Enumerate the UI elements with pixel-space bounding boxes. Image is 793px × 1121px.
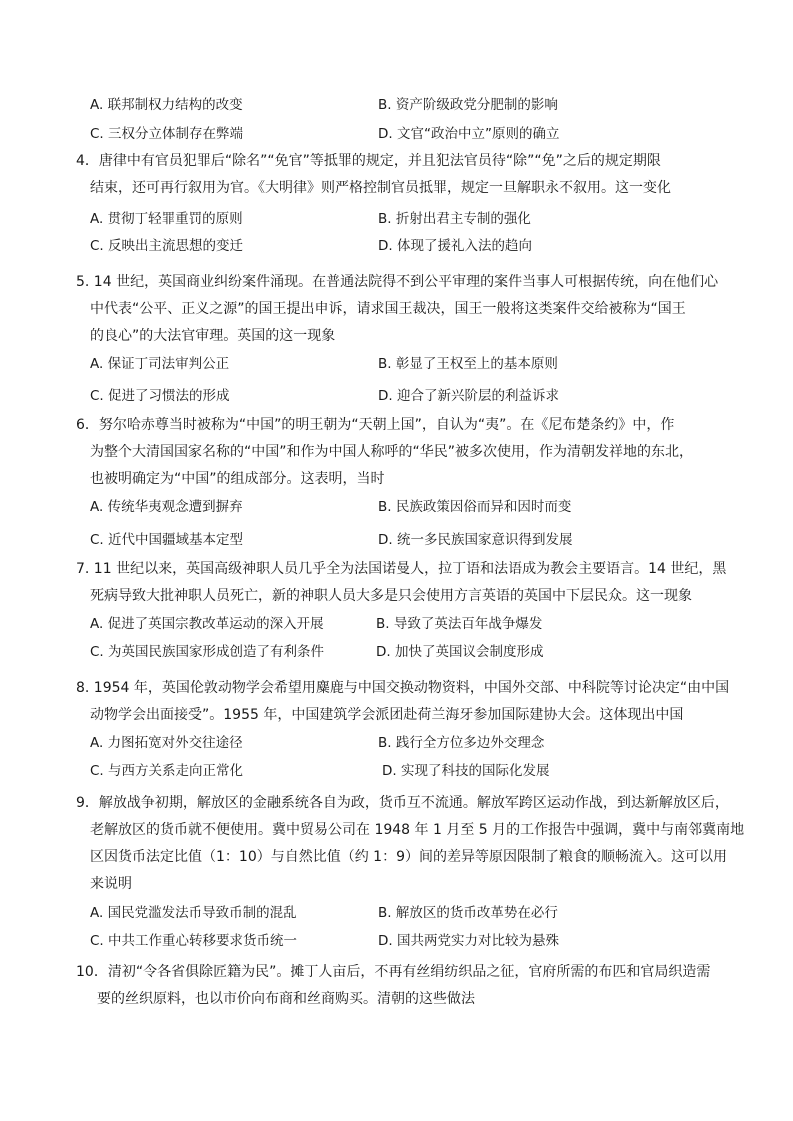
q4-option-a: A. 贯彻丁轻罪重罚的原则 — [90, 211, 243, 227]
q5-option-b: B. 彰显了王权至上的基本原则 — [378, 356, 558, 372]
q7-stem-line-1: 7. 11 世纪以来，英国高级神职人员几乎全为法国诺曼人，拉丁语和法语成为教会主要语言。14 世纪，黑 — [76, 561, 727, 577]
q9-option-b: B. 解放区的货币改革势在必行 — [378, 905, 558, 921]
q3-option-a: A. 联邦制权力结构的改变 — [90, 97, 243, 113]
q6-stem-line-2: 为整个大清国国家名称的“中国”和作为中国人称呼的“华民”被多次使用，作为清朝发祥地的东北， — [90, 444, 694, 460]
q6-option-b: B. 民族政策因俗而异和因时而变 — [378, 499, 572, 515]
q5-stem-line-2: 中代表“公平、正义之源”的国王提出申诉，请求国王裁决，国王一般将这类案件交给被称为“国王 — [90, 301, 686, 317]
q6-option-c: C. 近代中国疆域基本定型 — [90, 532, 244, 548]
q8-option-b: B. 践行全方位多边外交理念 — [378, 735, 545, 751]
q9-stem-line-2: 老解放区的货币就不便使用。冀中贸易公司在 1948 年 1 月至 5 月的工作报告中强调，冀中与南邻冀南地 — [90, 822, 745, 838]
q8-option-c: C. 与西方关系走向正常化 — [90, 763, 244, 779]
q6-stem-line-1: 6．努尔哈赤尊当时被称为“中国”的明王朝为“天朝上国”，自认为“夷”。在《尼布楚条约》中，作 — [76, 417, 675, 433]
q7-stem-line-2: 死病导致大批神职人员死亡，新的神职人员大多是只会使用方言英语的英国中下层民众。这一现象 — [90, 588, 692, 604]
q9-stem-line-1: 9．解放战争初期，解放区的金融系统各自为政，货币互不流通。解放军跨区运动作战，到达新解放区后， — [76, 795, 729, 811]
q5-option-a: A. 保证丁司法审判公正 — [90, 356, 230, 372]
q9-option-d: D. 国共两党实力对比较为悬殊 — [378, 933, 559, 949]
q4-stem-line-2: 结束，还可再行叙用为官。《大明律》则严格控制官员抵罪，规定一旦解职永不叙用。这一变化 — [90, 180, 671, 196]
q3-option-c: C. 三权分立体制存在弊端 — [90, 126, 244, 142]
q5-stem-line-3: 的良心”的大法官审理。英国的这一现象 — [90, 328, 336, 344]
q7-option-a: A. 促进了英国宗教改革运动的深入开展 — [90, 616, 324, 632]
q7-option-c: C. 为英国民族国家形成创造了有利条件 — [90, 644, 325, 660]
q8-stem-line-2: 动物学会出面接受”。1955 年，中国建筑学会派团赴荷兰海牙参加国际建协大会。这体现出中国 — [90, 707, 684, 723]
q9-stem-line-4: 来说明 — [90, 876, 132, 892]
q8-option-d: D. 实现了科技的国际化发展 — [382, 763, 550, 779]
q4-option-c: C. 反映出主流思想的变迁 — [90, 238, 244, 254]
q4-option-b: B. 折射出君主专制的强化 — [378, 211, 531, 227]
q9-option-c: C. 中共工作重心转移要求货币统一 — [90, 933, 298, 949]
q4-option-d: D. 体现了援礼入法的趋向 — [378, 238, 532, 254]
q6-stem-line-3: 也被明确定为“中国”的组成部分。这表明，当时 — [90, 471, 385, 487]
q10-stem-line-2: 要的丝织原料，也以市价向布商和丝商购买。清朝的这些做法 — [97, 991, 475, 1007]
q5-option-d: D. 迎合了新兴阶层的利益诉求 — [378, 388, 559, 404]
q8-stem-line-1: 8. 1954 年，英国伦敦动物学会希望用麋鹿与中国交换动物资料，中国外交部、中科院等讨论决定“由中国 — [76, 680, 730, 696]
q5-stem-line-1: 5. 14 世纪，英国商业纠纷案件涌现。在普通法院得不到公平审理的案件当事人可根据传统，向在他们心 — [76, 274, 719, 290]
q3-option-b: B. 资产阶级政党分肥制的影响 — [378, 97, 558, 113]
q3-option-d: D. 文官“政治中立”原则的确立 — [378, 126, 560, 142]
q7-option-d: D. 加快了英国议会制度形成 — [376, 644, 544, 660]
q7-option-b: B. 导致了英法百年战争爆发 — [376, 616, 543, 632]
q8-option-a: A. 力图拓宽对外交往途径 — [90, 735, 243, 751]
q5-option-c: C. 促进了习惯法的形成 — [90, 388, 230, 404]
q6-option-a: A. 传统华夷观念遭到摒弃 — [90, 499, 243, 515]
q6-option-d: D. 统一多民族国家意识得到发展 — [378, 532, 573, 548]
q10-stem-line-1: 10．清初“令各省俱除匠籍为民”。摊丁人亩后，不再有丝绢纺织品之征，官府所需的布匹和官局织造需 — [76, 964, 711, 980]
q4-stem-line-1: 4．唐律中有官员犯罪后“除名”“免官”等抵罪的规定，并且犯法官员待“除”“免”之后的规定期限 — [76, 153, 661, 169]
q9-stem-line-3: 区因货币法定比值（1：10）与自然比值（约 1：9）间的差异等原因限制了粮食的顺畅流入。这可以用 — [90, 849, 727, 865]
q9-option-a: A. 国民党滥发法币导致币制的混乱 — [90, 905, 297, 921]
